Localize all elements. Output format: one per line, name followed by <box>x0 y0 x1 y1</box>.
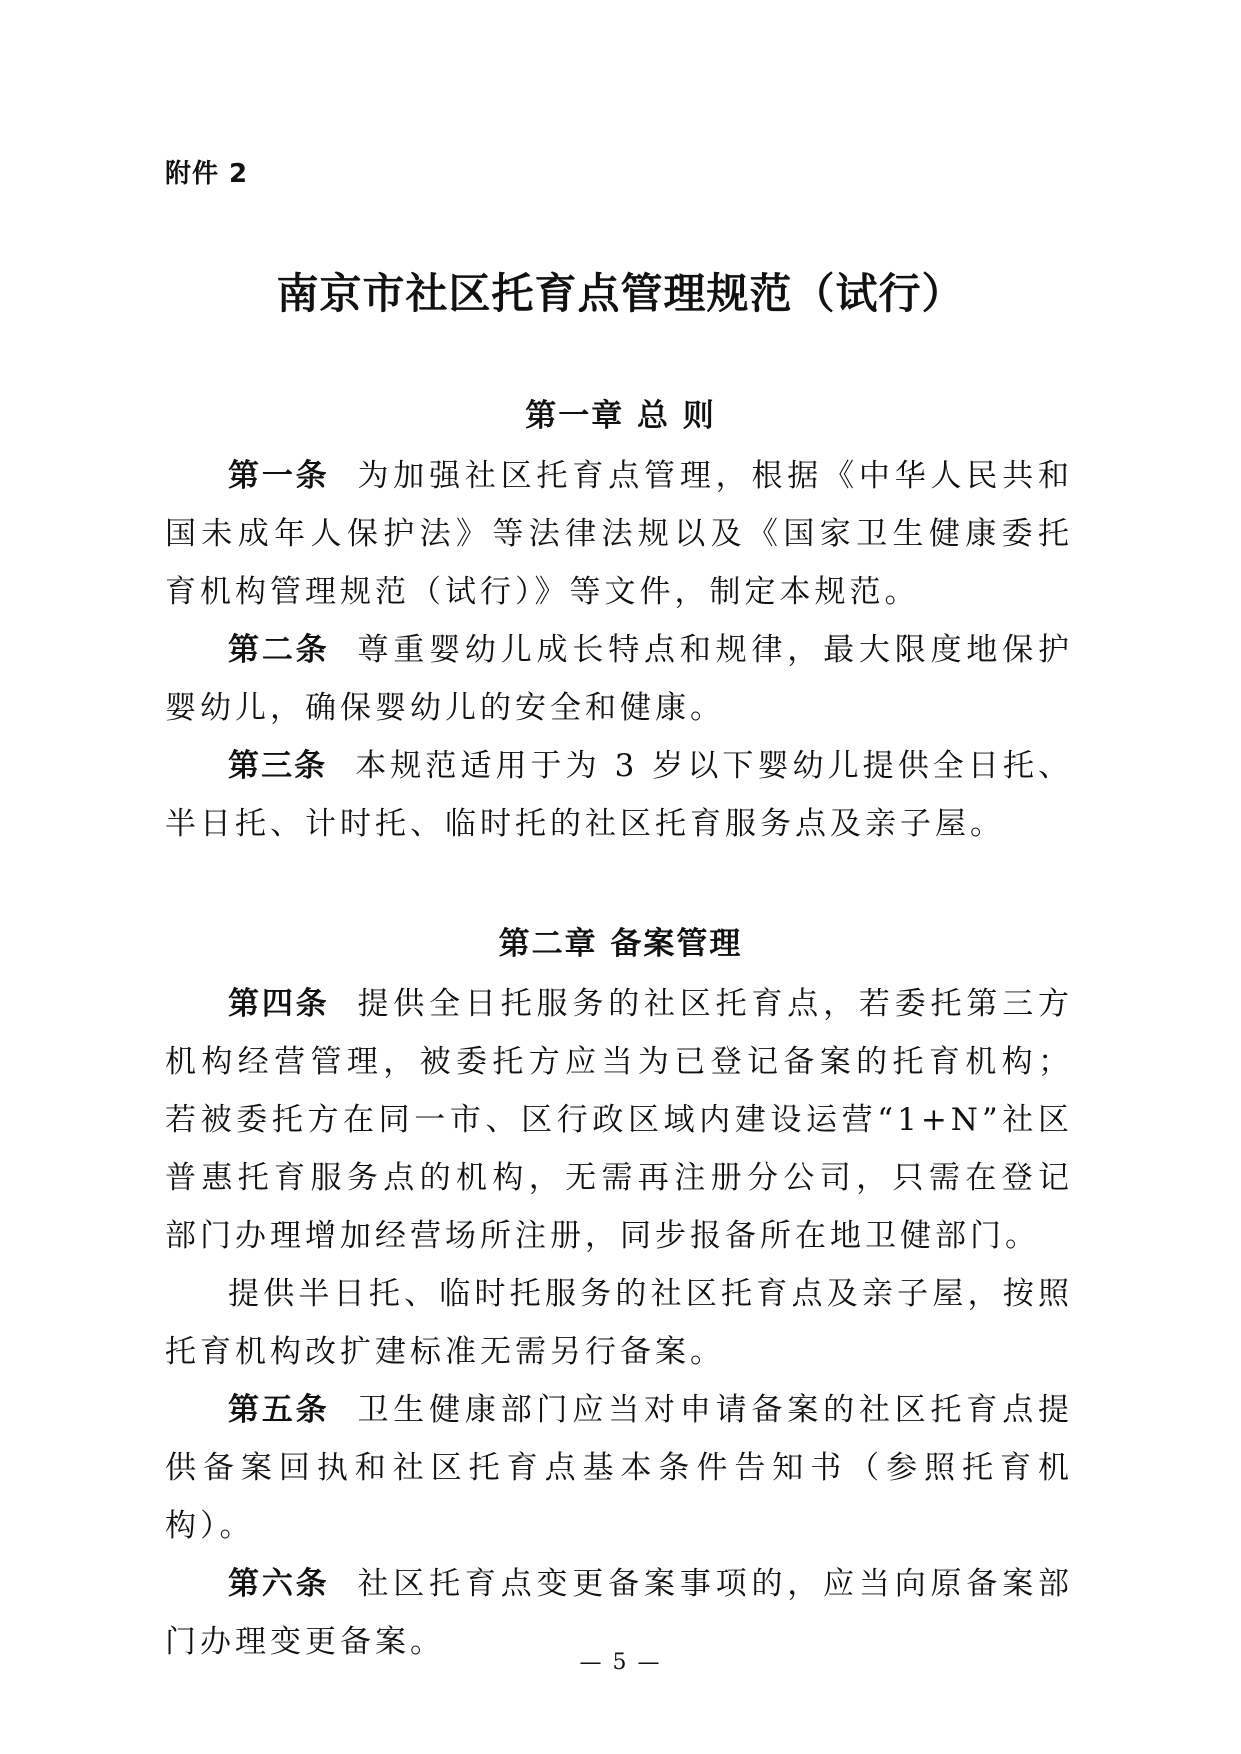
article-text: 本规范适用于为 3 岁以下婴幼儿提供全日托、半日托、计时托、临时托的社区托育服务点及亲子屋。 <box>165 748 1074 842</box>
document-title: 南京市社区托育点管理规范（试行） <box>276 269 965 318</box>
article-number: 第五条 <box>228 1392 330 1428</box>
article-text: 尊重婴幼儿成长特点和规律，最大限度地保护婴幼儿，确保婴幼儿的安全和健康。 <box>165 632 1074 726</box>
page-number: — 5 — <box>579 1650 662 1675</box>
article-text: 提供半日托、临时托服务的社区托育点及亲子屋，按照托育机构改扩建标准无需另行备案。 <box>165 1276 1073 1370</box>
article-text: 提供全日托服务的社区托育点，若委托第三方机构经营管理，被委托方应当为已登记备案的托育机构；若被委托方在同一市、区行政区域内建设运营“1+N”社区普惠托育服务点的机构，无需再注册分公司，只需在登记部门办理增加经营场所注册，同步报备所在地卫健部门。 <box>165 986 1074 1254</box>
chapter-two-title: 第二章 备案管理 <box>498 926 743 962</box>
chapter-one-title: 第一章 总 则 <box>525 398 716 434</box>
article-paragraph <box>165 1381 1073 1555</box>
article-text: 社区托育点变更备案事项的，应当向原备案部门办理变更备案。 <box>165 1566 1074 1660</box>
article-number: 第四条 <box>228 986 330 1022</box>
article-paragraph <box>165 621 1073 737</box>
article-number: 第六条 <box>228 1566 330 1602</box>
article-paragraph <box>165 975 1073 1265</box>
chapter-one-body <box>165 447 1073 853</box>
attachment-label: 附件 2 <box>165 159 249 189</box>
article-number: 第二条 <box>228 632 330 668</box>
article-paragraph <box>165 1265 1073 1381</box>
article-number: 第三条 <box>228 748 328 784</box>
article-text: 为加强社区托育点管理，根据《中华人民共和国未成年人保护法》等法律法规以及《国家卫生健康委托育机构管理规范（试行）》等文件，制定本规范。 <box>165 458 1074 610</box>
article-text: 卫生健康部门应当对申请备案的社区托育点提供备案回执和社区托育点基本条件告知书（参照托育机构）。 <box>165 1392 1074 1544</box>
article-number: 第一条 <box>228 458 330 494</box>
chapter-two-body <box>165 975 1073 1671</box>
article-paragraph <box>165 737 1073 853</box>
article-paragraph <box>165 447 1073 621</box>
